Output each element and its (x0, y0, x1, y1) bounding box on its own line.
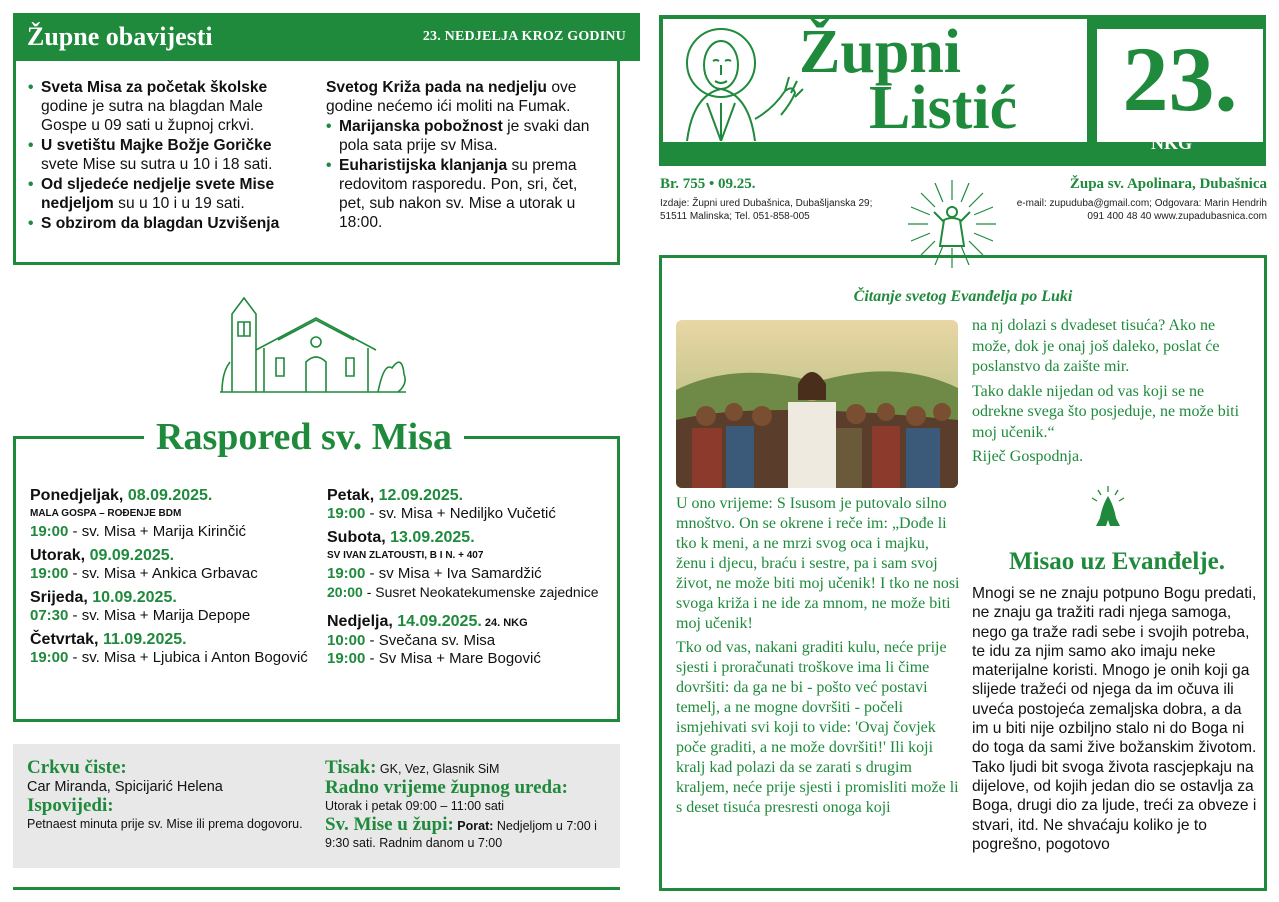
confession-title: Ispovijedi: (27, 795, 114, 816)
mass-entry: 19:00 - sv Misa + Iva Samardžić (327, 565, 542, 582)
mass-entry: 20:00 - Susret Neokatekumenske zajednice (327, 584, 599, 600)
mass-schedule-right-column (327, 487, 619, 668)
day-heading: Četvrtak, 11.09.2025. (30, 631, 187, 648)
gospel-paragraph: Tako dakle nijedan od vas koji se ne odrekne svega što posjeduje, ne može biti moj učenik.“ (972, 382, 1240, 441)
mass-entry: 07:30 - sv. Misa + Marija Depope (30, 607, 251, 624)
announcements-right-column (326, 78, 602, 233)
cleaning-text: Car Miranda, Spicijarić Helena (27, 779, 223, 795)
announcement-item: • S obzirom da blagdan Uzvišenja (28, 214, 312, 233)
mass-entry: 19:00 - sv. Misa + Ljubica i Anton Bogović (30, 649, 308, 666)
press-line: Tisak: GK, Vez, Glasnik SiM (325, 757, 500, 778)
reflection-title: Misao uz Evanđelje. (1009, 548, 1225, 575)
announcements-panel (13, 13, 626, 265)
gospel-paragraph: na nj dolazi s dvadeset tisuća? Ako ne može, dok je onaj još daleko, poslat će poslanstvo da zaište mir. (972, 317, 1220, 375)
announcements-left-column (28, 78, 312, 234)
announcement-item: Svetog Križa pada na nedjelju ove godine nećemo ići moliti na Fumak. (326, 79, 577, 115)
parish-info-box (13, 744, 620, 868)
parish-mass-line: Sv. Mise u župi: Porat: Nedjeljom u 7:00 i 9:30 sati. Radnim danom u 7:00 (325, 814, 597, 850)
gospel-heading: Čitanje svetog Evanđelja po Luki (853, 288, 1073, 305)
parish-contact: e-mail: zupuduba@gmail.com; Odgovara: Marin Hendrih 091 400 48 40 www.zupadubasnica.com (1016, 198, 1267, 222)
feast-label: SV IVAN ZLATOUSTI, B I N. + 407 (327, 550, 484, 561)
confession-text: Petnaest minuta prije sv. Mise ili prema dogovoru. (27, 817, 303, 831)
gospel-paragraph: Tko od vas, nakani graditi kulu, neće prije sjesti i proračunati troškove ima li čime dovršiti: da ga ne bi - pošto već postavi temelj, a ne mogne dovršiti - počeli ismjehivati svi koji to vide: 'Ovaj čovjek poče graditi, a ne može dovršiti!' Ili koji kralj kad polazi da se zarati s drugim kraljem, neće prije sjesti i promisliti može li s deset tisuća presresti onoga koji (676, 639, 959, 816)
mass-entry: 19:00 - sv. Misa + Ankica Grbavac (30, 565, 258, 582)
church-illustration (218, 292, 408, 398)
feast-label: MALA GOSPA – ROĐENJE BDM (30, 508, 182, 519)
gospel-panel (659, 255, 1267, 891)
praying-hands-icon (1086, 482, 1130, 534)
announcement-item: • Euharistijska klanjanja su prema redovitom rasporedu. Pon, sri, čet, pet, sub nakon sv. Mise a utorak u 18:00. (326, 156, 602, 232)
day-heading: Ponedjeljak, 08.09.2025. (30, 487, 213, 504)
issue-number: Br. 755 • 09.25. (660, 176, 756, 192)
announcements-title: Župne obavijesti (27, 22, 213, 51)
masthead-title-line1: Župni (799, 18, 962, 86)
reflection-text: Mnogi se ne znaju potpuno Bogu predati, ne znaju ga tražiti radi njega samoga, nego ga traže radi sebe i svojih potreba, te idu za njim samo ako imaju neke materijalne koristi. Mnogo je onih koji ga slijede tražeći od njega da im očuva ili uveća postojeća zemaljska dobra, a da im u biti nije ozbiljno stalo ni do Boga ni do toga da sami žive božanskim životom. Tako ljudi bit svoga života rascjepkaju na dijelove, od kojih jedan dio se ostavlja za Boga, drugi dio za ljude, treći za obveze i stvari, itd. Ne shvaćaju koliko je to pogrešno, pogotovo (972, 585, 1257, 853)
info-right-column (325, 758, 615, 852)
gospel-text-column-2 (972, 316, 1256, 472)
issue-info (660, 176, 900, 223)
mass-schedule-left-column (30, 487, 320, 667)
announcements-header (13, 13, 640, 61)
masthead-title-line2: Listić (869, 74, 1018, 142)
parish-name: Župa sv. Apolinara, Dubašnica (1069, 176, 1267, 192)
gospel-text-column-1 (676, 494, 960, 822)
sunday-number: 23. (1097, 29, 1263, 142)
mass-entry: 10:00 - Svečana sv. Misa (327, 632, 496, 649)
mass-entry: 19:00 - sv. Misa + Nediljko Vučetić (327, 505, 556, 522)
info-left-column (27, 758, 317, 833)
office-hours-title: Radno vrijeme župnog ureda: (325, 777, 568, 798)
announcement-item: • U svetištu Majke Božje Goričke svete Mise su sutra u 10 i 18 sati. (28, 136, 312, 174)
day-heading: Nedjelja, 14.09.2025. 24. NKG (327, 613, 528, 630)
announcements-subtitle: 23. NEDJELJA KROZ GODINU (422, 29, 626, 44)
masthead-title-panel (663, 19, 1087, 142)
jesus-with-crowd-image (676, 320, 958, 488)
bottom-divider (13, 887, 620, 890)
announcement-item: • Od sljedeće nedjelje svete Mise nedjeljom su u 10 i u 19 sati. (28, 175, 312, 213)
parish-info (1000, 176, 1267, 223)
day-heading: Petak, 12.09.2025. (327, 487, 464, 504)
gospel-paragraph: Riječ Gospodnja. (972, 448, 1084, 465)
masthead (659, 15, 1266, 166)
gospel-paragraph: U ono vrijeme: S Isusom je putovalo silno mnoštvo. On se okrene i reče im: „Dođe li tko k meni, a ne mrzi svog oca i majku, ženu i djecu, braću i sestre, pa i sam svoj život, ne može biti moj učenik! I tko ne nosi svoga križa i ne ide za mnom, ne može biti moj učenik! (676, 495, 960, 632)
office-hours-text: Utorak i petak 09:00 – 11:00 sati (325, 799, 505, 813)
day-heading: Srijeda, 10.09.2025. (30, 589, 177, 606)
announcement-item: • Sveta Misa za početak školske godine je sutra na blagdan Male Gospe u 09 sati u župnoj crkvi. (28, 78, 312, 135)
announcement-item: • Marijanska pobožnost je svaki dan pola sata prije sv Misa. (326, 117, 602, 155)
day-heading: Utorak, 09.09.2025. (30, 547, 175, 564)
mass-schedule-panel (13, 416, 620, 722)
sunday-label: NKG (1151, 133, 1193, 153)
mass-entry: 19:00 - sv. Misa + Marija Kirinčić (30, 523, 247, 540)
day-heading: Subota, 13.09.2025. (327, 529, 475, 546)
mass-schedule-title: Raspored sv. Misa (144, 409, 464, 465)
saint-apolinar-icon (667, 23, 817, 141)
publisher-info: Izdaje: Župni ured Dubašnica, Dubašljanska 29; 51511 Malinska; Tel. 051-858-005 (660, 198, 873, 222)
cleaning-title: Crkvu čiste: (27, 757, 127, 778)
mass-entry: 19:00 - Sv Misa + Mare Bogović (327, 650, 541, 667)
